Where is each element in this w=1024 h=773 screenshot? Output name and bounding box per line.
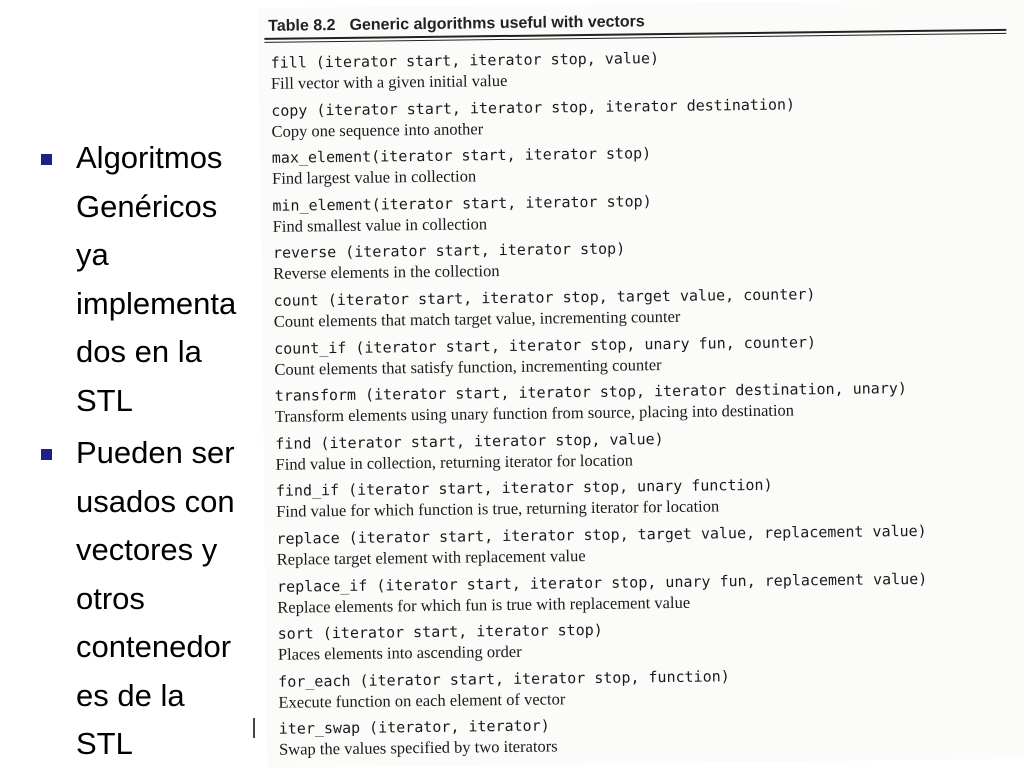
slide-bullet-list (34, 134, 266, 773)
bullet-line: vectores y (76, 532, 218, 567)
algorithm-signature: reverse (iterator start, iterator stop) (272, 239, 626, 263)
algorithm-signature: copy (iterator start, iterator stop, iterator destination) (271, 95, 796, 120)
algorithm-signature: max_element(iterator start, iterator stop) (271, 144, 652, 168)
algorithm-description: Count elements that satisfy function, incrementing counter (274, 354, 662, 379)
bullet-algoritmos (34, 134, 266, 425)
algorithm-entry-copy (271, 91, 922, 147)
bullet-line: ya (76, 237, 109, 272)
algorithm-description: Replace elements for which fun is true with replacement value (277, 592, 691, 617)
algorithm-entry-count-if (274, 329, 925, 385)
algorithm-signature: min_element(iterator start, iterator stop) (272, 191, 652, 215)
table-number: Table 8.2 (268, 17, 336, 35)
bullet-line: Pueden ser (76, 435, 235, 470)
bullet-line: implementa (76, 285, 237, 321)
algorithm-list (271, 44, 930, 766)
algorithm-signature: iter_swap (iterator, iterator) (278, 716, 550, 739)
algorithm-entry-max-element (272, 139, 923, 195)
algorithm-signature: replace (iterator start, iterator stop, target value, replacement value) (276, 521, 927, 548)
bullet-pueden-ser (34, 429, 266, 769)
bullet-line: es de la (76, 677, 185, 713)
algorithm-entry-transform (275, 377, 926, 433)
algorithm-entry-replace-if (277, 567, 928, 623)
algorithm-signature: sort (iterator start, iterator stop) (277, 620, 603, 643)
algorithm-description: Reverse elements in the collection (273, 261, 500, 284)
algorithm-entry-sort (278, 615, 929, 671)
scanned-table-image (258, 0, 1024, 768)
algorithm-description: Replace target element with replacement value (276, 545, 586, 569)
algorithm-entry-fill (271, 44, 922, 100)
algorithm-description: Find smallest value in collection (272, 213, 488, 236)
algorithm-signature: for_each (iterator start, iterator stop, function) (278, 667, 730, 691)
square-bullet-icon (41, 449, 52, 460)
algorithm-entry-reverse (273, 234, 924, 290)
algorithm-description: Places elements into ascending order (277, 641, 522, 664)
algorithm-entry-find (275, 425, 926, 481)
algorithm-signature: find (iterator start, iterator stop, value) (275, 429, 664, 453)
algorithm-signature: count_if (iterator start, iterator stop, unary fun, counter) (274, 332, 817, 358)
algorithm-description: Find value in collection, returning iterator for location (275, 450, 634, 474)
algorithm-description: Swap the values specified by two iterators (278, 736, 558, 760)
algorithm-signature: transform (iterator start, iterator stop, iterator destination, unary) (274, 379, 907, 405)
algorithm-entry-for-each (278, 663, 929, 719)
bullet-line: otros (76, 580, 145, 616)
bullet-line: Genéricos (76, 188, 218, 224)
algorithm-signature: fill (iterator start, iterator stop, value) (270, 49, 660, 72)
algorithm-entry-replace (276, 520, 927, 576)
algorithm-description: Find largest value in collection (271, 166, 477, 189)
algorithm-entry-min-element (272, 187, 923, 243)
bullet-line: STL (76, 726, 133, 761)
algorithm-description: Count elements that match target value, incrementing counter (273, 306, 681, 331)
algorithm-entry-count (273, 282, 924, 338)
scan-edge-mark (253, 718, 255, 738)
table-title (268, 13, 645, 36)
algorithm-description: Find value for which function is true, returning iterator for location (276, 496, 720, 522)
table-title-text: Generic algorithms useful with vectors (349, 13, 645, 34)
bullet-line: usados con (76, 483, 235, 519)
algorithm-description: Transform elements using unary function from source, placing into destination (274, 400, 795, 426)
algorithm-description: Copy one sequence into another (271, 118, 484, 141)
bullet-line: STL (76, 382, 133, 418)
algorithm-description: Fill vector with a given initial value (270, 70, 508, 93)
algorithm-signature: find_if (iterator start, iterator stop, unary function) (275, 476, 773, 501)
algorithm-signature: replace_if (iterator start, iterator stop, unary fun, replacement value) (276, 569, 928, 596)
bullet-line: Algoritmos (76, 140, 223, 175)
bullet-line: dos en la (76, 334, 202, 369)
algorithm-entry-find-if (276, 472, 927, 528)
algorithm-entry-iter-swap (279, 710, 930, 766)
algorithm-signature: count (iterator start, iterator stop, target value, counter) (273, 285, 816, 310)
bullet-line: contenedor (76, 629, 232, 664)
square-bullet-icon (41, 154, 52, 165)
algorithm-description: Execute function on each element of vector (278, 689, 566, 712)
